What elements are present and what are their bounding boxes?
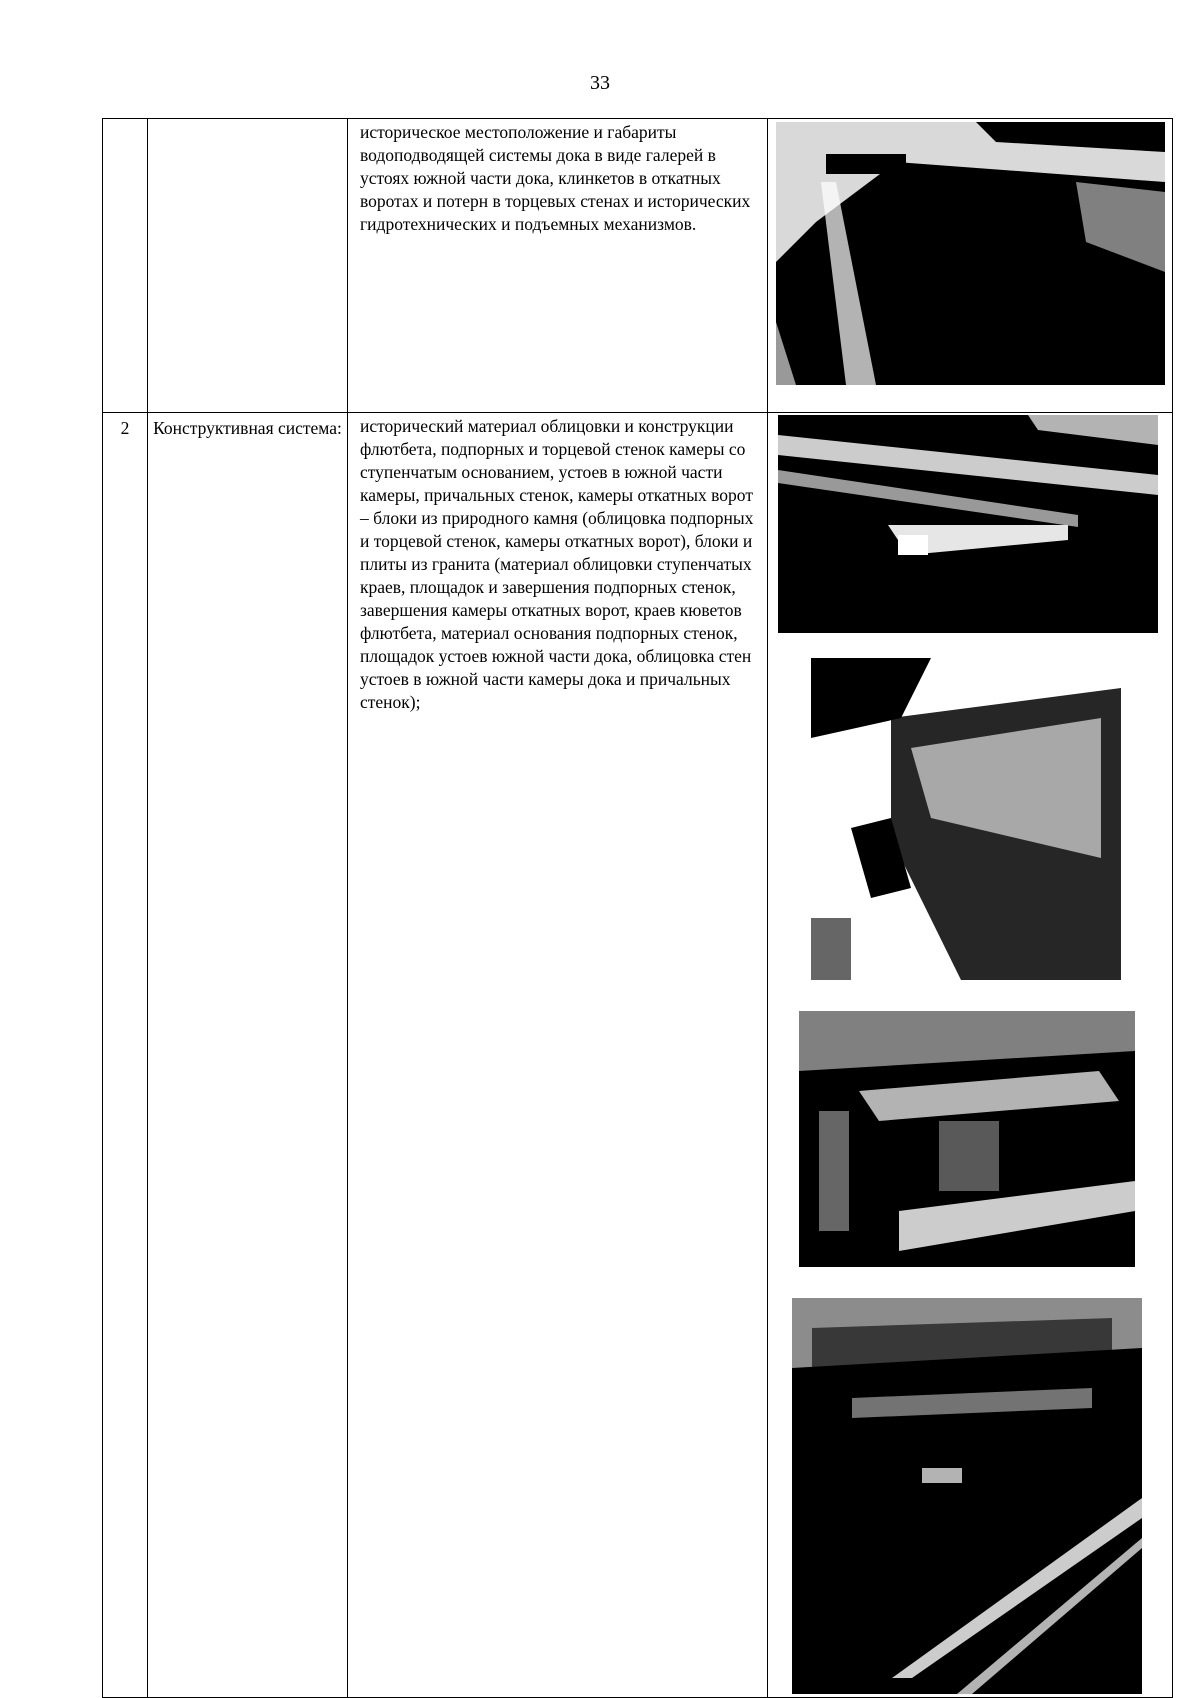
- dock-photo: [778, 415, 1158, 633]
- document-table: [102, 118, 1173, 1698]
- row-number-cell: 2: [103, 413, 148, 1698]
- dock-photo: [799, 1011, 1135, 1267]
- row-description-cell: исторический материал облицовки и конструкции флютбета, подпорных и торцевой стенок камеры со ступенчатым основанием, устоев в южной части камеры, причальных стенок, камеры откатных ворот – блоки из природного камня (облицовка подпорных и торцевой стенок, камеры откатных ворот), блоки и плиты из гранита (материал облицовки ступенчатых краев, площадок и завершения подпорных стенок, завершения камеры откатных ворот, краев кюветов флютбета, материал основания подпорных стенок, площадок устоев южной части дока, облицовка стен устоев в южной части камеры дока и причальных стенок);: [348, 413, 768, 1698]
- row-label-cell: Конструктивная система:: [148, 413, 348, 1698]
- dock-photo: [792, 1298, 1142, 1694]
- dock-photo: [776, 122, 1165, 385]
- row-label-cell: [148, 119, 348, 413]
- table-row: [103, 119, 1173, 413]
- page-number: 33: [590, 72, 610, 94]
- table-row: [103, 413, 1173, 1698]
- photo-cell: [768, 413, 1173, 1698]
- photo-cell: [768, 119, 1173, 413]
- row-number-cell: [103, 119, 148, 413]
- row-description-cell: историческое местоположение и габариты водоподводящей системы дока в виде галерей в устоях южной части дока, клинкетов в откатных воротах и потерн в торцевых стенах и исторических гидротехнических и подъемных механизмов.: [348, 119, 768, 413]
- dock-photo: [811, 658, 1121, 980]
